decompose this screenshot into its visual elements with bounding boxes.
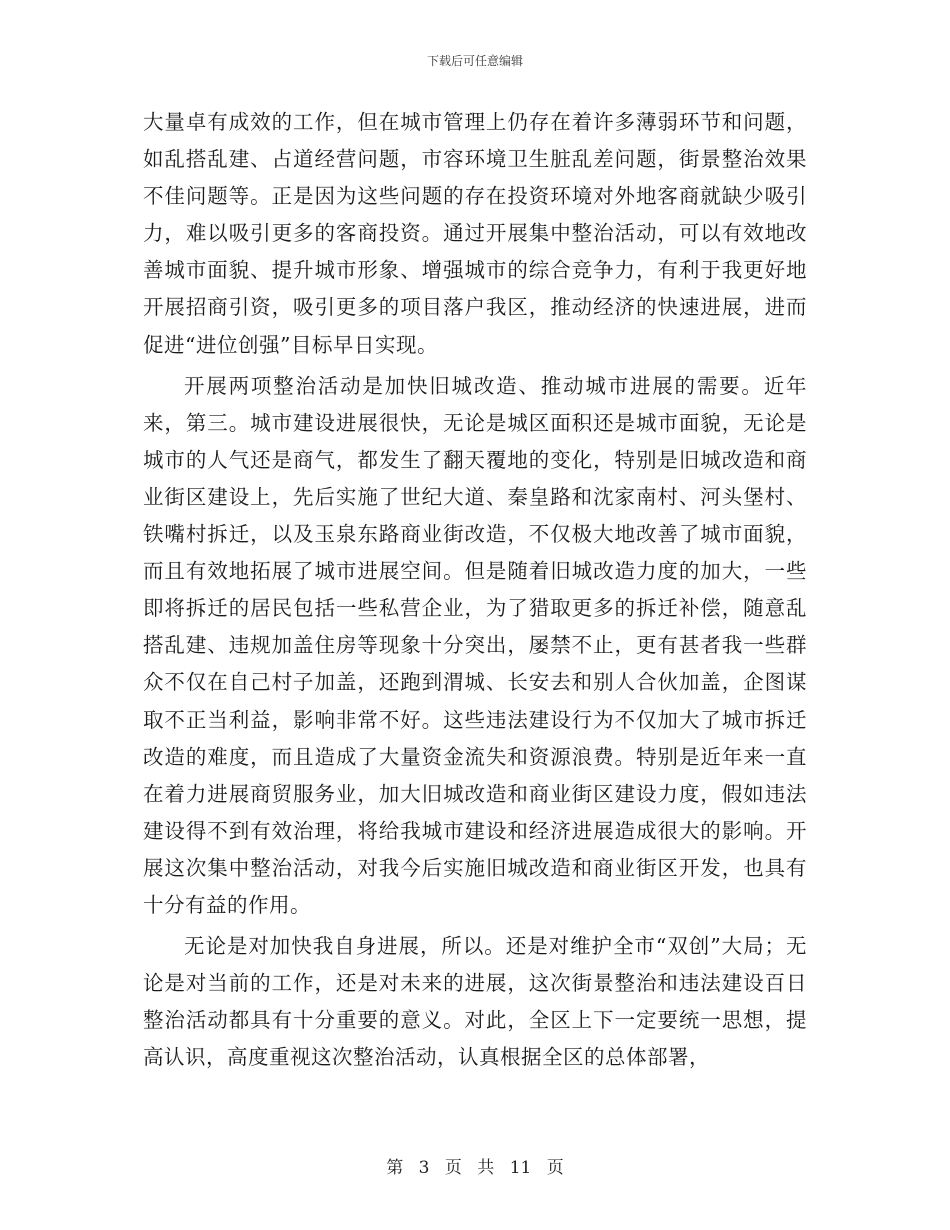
page-footer [0, 1153, 950, 1178]
paragraph-3: 无论是对加快我自身进展，所以。还是对维护全市“双创”大局；无论是对当前的工作，还是对未来的进展，这次街景整治和违法建设百日整治活动都具有十分重要的意义。对此，全区上下一定要统一思想，提高认识，高度重视这次整治活动，认真根据全区的总体部署， [143, 934, 807, 1070]
page-header-note: 下载后可任意编辑 [426, 54, 523, 68]
footer-total-unit: 页 [546, 1158, 564, 1178]
footer-page-number: 3 [418, 1158, 430, 1178]
paragraph-1: 大量卓有成效的工作，但在城市管理上仍存在着许多薄弱环节和问题，如乱搭乱建、占道经营问题，市容环境卫生脏乱差问题，街景整治效果不佳问题等。正是因为这些问题的存在投资环境对外地客商就缺少吸引力，难以吸引更多的客商投资。通过开展集中整治活动，可以有效地改善城市面貌、提升城市形象、增强城市的综合竞争力，有利于我更好地开展招商引资，吸引更多的项目落户我区，推动经济的快速进展，进而促进“进位创强”目标早日实现。 [143, 110, 807, 357]
footer-total-label: 共 [477, 1158, 495, 1178]
paragraph-2: 开展两项整治活动是加快旧城改造、推动城市进展的需要。近年来，第三。城市建设进展很快，无论是城区面积还是城市面貌，无论是城市的人气还是商气，都发生了翻天覆地的变化，特别是旧城改造和商业街区建设上，先后实施了世纪大道、秦皇路和沈家南村、河头堡村、铁嘴村拆迁，以及玉泉东路商业街改造，不仅极大地改善了城市面貌，而且有效地拓展了城市进展空间。但是随着旧城改造力度的加大，一些即将拆迁的居民包括一些私营企业，为了猎取更多的拆迁补偿，随意乱搭乱建、违规加盖住房等现象十分突出，屡禁不止，更有甚者我一些群众不仅在自己村子加盖，还跑到渭城、长安去和别人合伙加盖，企图谋取不正当利益，影响非常不好。这些违法建设行为不仅加大了城市拆迁改造的难度，而且造成了大量资金流失和资源浪费。特别是近年来一直在着力进展商贸服务业，加大旧城改造和商业街区建设力度，假如违法建设得不到有效治理，将给我城市建设和经济进展造成很大的影响。开展这次集中整治活动，对我今后实施旧城改造和商业街区开发，也具有十分有益的作用。 [143, 373, 807, 917]
footer-total-pages: 11 [509, 1158, 532, 1178]
document-body [143, 104, 807, 1076]
footer-page-unit: 页 [444, 1158, 462, 1178]
footer-page-label: 第 [386, 1158, 404, 1178]
